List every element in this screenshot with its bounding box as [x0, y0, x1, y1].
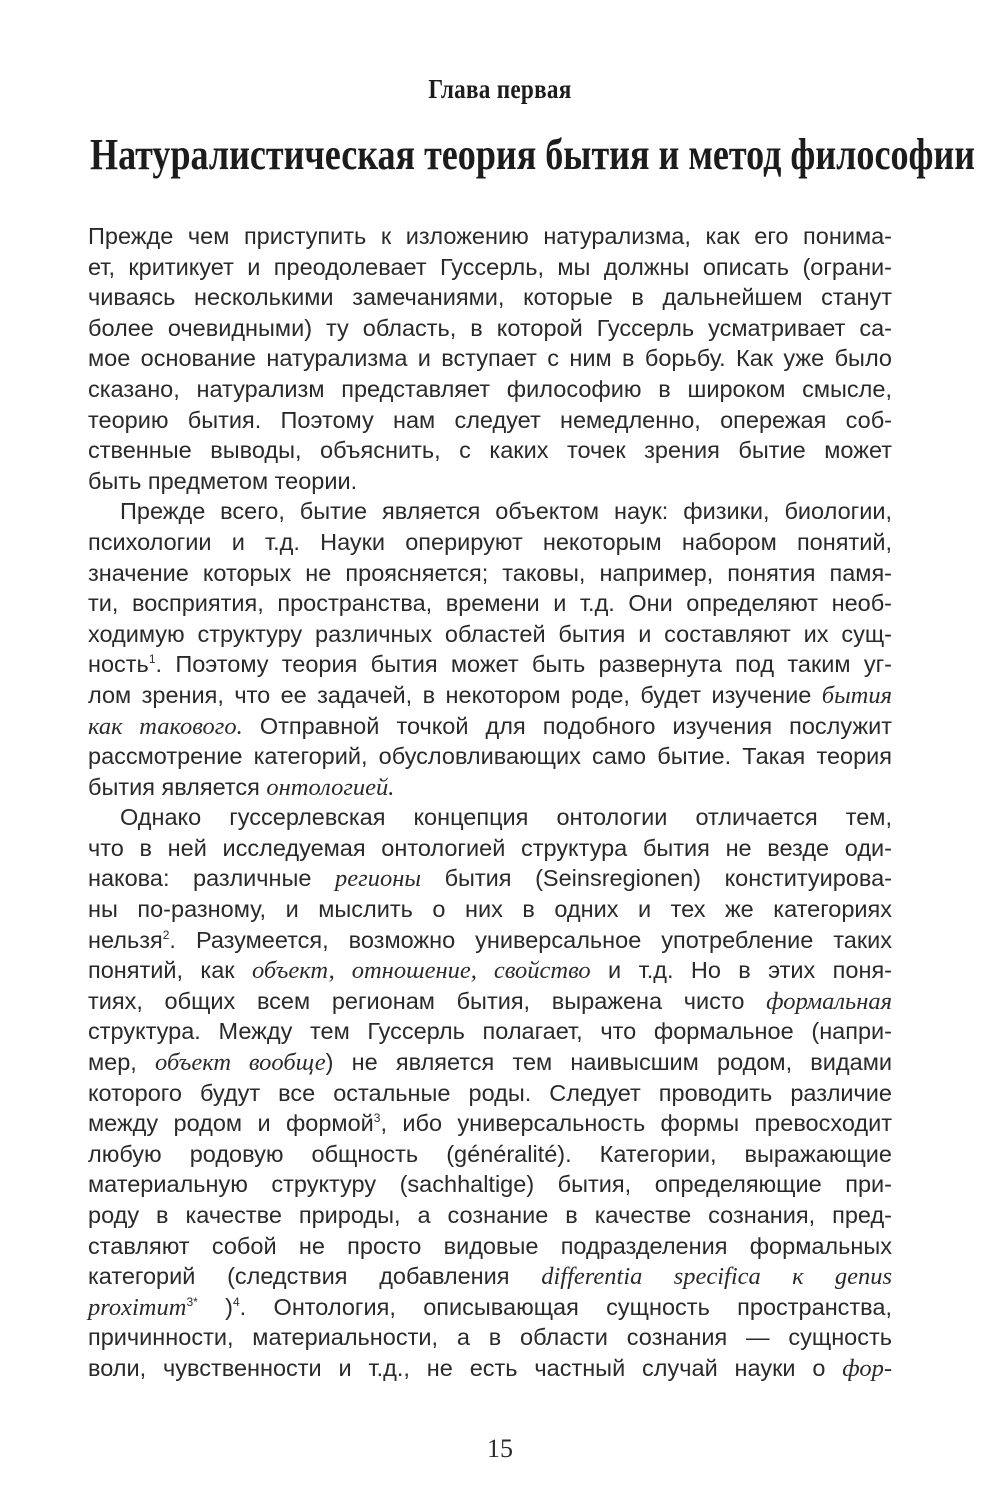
- paragraph: [88, 802, 892, 1383]
- text-line: ны по-разному, и мыслить о них в одних и тех же категориях: [88, 896, 892, 923]
- text-line: [88, 1353, 892, 1384]
- text-line: сказано, натурализм представляет философию в широком смысле,: [88, 375, 892, 402]
- italic-term: онтологией.: [266, 773, 395, 801]
- italic-term: фор-: [842, 1354, 892, 1382]
- italic-term: регионы: [335, 865, 421, 893]
- text-line: [88, 1108, 892, 1139]
- italic-term: бытия: [821, 681, 892, 709]
- text-line: [88, 925, 892, 956]
- text-run: понятий, как: [88, 957, 252, 984]
- text-run: мер,: [88, 1049, 156, 1076]
- text-line: [88, 1261, 892, 1292]
- paragraph: [88, 496, 892, 802]
- footnote-ref: 1: [148, 652, 156, 667]
- text-line: [88, 1292, 892, 1323]
- text-run: нельзя: [88, 926, 163, 953]
- text-run: бытия является: [88, 773, 267, 800]
- text-line: причинности, материальности, а в области сознания — сущность: [88, 1324, 892, 1351]
- text-line: рассмотрение категорий, обусловливающих само бытие. Такая теория: [88, 743, 892, 770]
- text-run: категорий (следствия добавления: [88, 1263, 542, 1290]
- chapter-title: Натуралистическая теория бытия и метод философии: [90, 130, 976, 179]
- text-line: [88, 986, 892, 1017]
- text-line: [88, 772, 892, 803]
- text-line: Прежде чем приступить к изложению натурализма, как его понима-: [88, 223, 892, 249]
- paragraph: [88, 221, 892, 496]
- italic-term: объект, отношение, свойство: [251, 957, 591, 985]
- text-run: бытия (Seinsregionen) конституирова-: [420, 865, 892, 892]
- text-line: теорию бытия. Поэтому нам следует немедленно, опережая соб-: [88, 406, 892, 433]
- body-text: [88, 221, 892, 1384]
- italic-term: proximum: [88, 1293, 187, 1321]
- text-run: , ибо универсальность формы превосходит: [380, 1110, 892, 1137]
- text-run: ): [197, 1293, 233, 1320]
- text-run: ) не является тем наивысшим родом, видами: [325, 1049, 892, 1076]
- footnote-ref: 3: [373, 1111, 381, 1126]
- text-line: ти, восприятия, пространства, времени и т.д. Они определяют необ-: [88, 590, 892, 617]
- text-run: накова: различные: [88, 865, 336, 892]
- text-line: [88, 863, 892, 894]
- footnote-ref: 4: [232, 1294, 240, 1309]
- text-run: и т.д. Но в этих поня-: [590, 957, 892, 984]
- text-line: ставляют собой не просто видовые подразделения формальных: [88, 1232, 892, 1259]
- text-line: ет, критикует и преодолевает Гуссерль, мы должны описать (ограни-: [88, 253, 892, 280]
- text-line: более очевидными) ту область, в которой Гуссерль усматривает са-: [88, 314, 892, 341]
- italic-term: формальная: [766, 987, 892, 1015]
- text-line: любую родовую общность (généralité). Категории, выражающие: [88, 1140, 892, 1167]
- text-line: быть предметом теории.: [88, 467, 358, 494]
- text-line: которого будут все остальные роды. Следует проводить различие: [88, 1079, 892, 1106]
- text-line: ходимую структуру различных областей бытия и составляют их сущ-: [88, 620, 892, 647]
- italic-term: как такового.: [88, 712, 243, 740]
- text-run: воли, чувственности и т.д., не есть частный случай науки о: [88, 1354, 843, 1381]
- text-run: . Поэтому теория бытия может быть развернута под таким уг-: [155, 651, 892, 678]
- text-line: роду в качестве природы, а сознание в качестве сознания, пред-: [88, 1202, 892, 1228]
- text-line: материальную структуру (sachhaltige) бытия, определяющие при-: [88, 1171, 892, 1198]
- chapter-label: Глава первая: [428, 74, 572, 104]
- text-run: Отправной точкой для подобного изучения послужит: [242, 712, 893, 739]
- text-line: ственные выводы, объяснить, с каких точек зрения бытие может: [88, 437, 892, 464]
- text-line: [88, 649, 892, 680]
- text-line: мое основание натурализма и вступает с ним в борьбу. Как уже было: [88, 345, 892, 372]
- text-line: [88, 711, 892, 742]
- text-line: Прежде всего, бытие является объектом наук: физики, биологии,: [120, 498, 892, 525]
- text-run: . Разумеется, возможно универсальное употребление таких: [169, 926, 892, 953]
- text-run: . Онтология, описывающая сущность пространства,: [239, 1293, 892, 1320]
- italic-term: differentia specifica к genus: [541, 1263, 893, 1291]
- text-line: [88, 680, 892, 711]
- page-number: 15: [487, 1434, 513, 1463]
- text-run: тиях, общих всем регионам бытия, выражена чисто: [88, 987, 767, 1014]
- text-run: между родом и формой: [88, 1110, 374, 1137]
- text-line: Однако гуссерлевская концепция онтологии отличается тем,: [120, 804, 892, 831]
- text-line: психологии и т.д. Науки оперируют некоторым набором понятий,: [88, 528, 892, 555]
- text-line: [88, 955, 892, 986]
- text-run: ность: [88, 651, 149, 678]
- text-line: чиваясь несколькими замечаниями, которые в дальнейшем станут: [88, 284, 892, 311]
- text-line: что в ней исследуемая онтологией структура бытия не везде оди-: [88, 834, 892, 861]
- italic-term: объект вообще: [155, 1049, 326, 1077]
- footnote-ref: 3*: [186, 1294, 198, 1309]
- text-line: структура. Между тем Гуссерль полагает, что формальное (напри-: [88, 1018, 892, 1045]
- text-line: [88, 1047, 892, 1078]
- text-line: значение которых не проясняется; таковы, например, понятия памя-: [88, 559, 892, 586]
- footnote-ref: 2: [162, 927, 170, 942]
- text-run: лом зрения, что ее задачей, в некотором роде, будет изучение: [88, 681, 822, 708]
